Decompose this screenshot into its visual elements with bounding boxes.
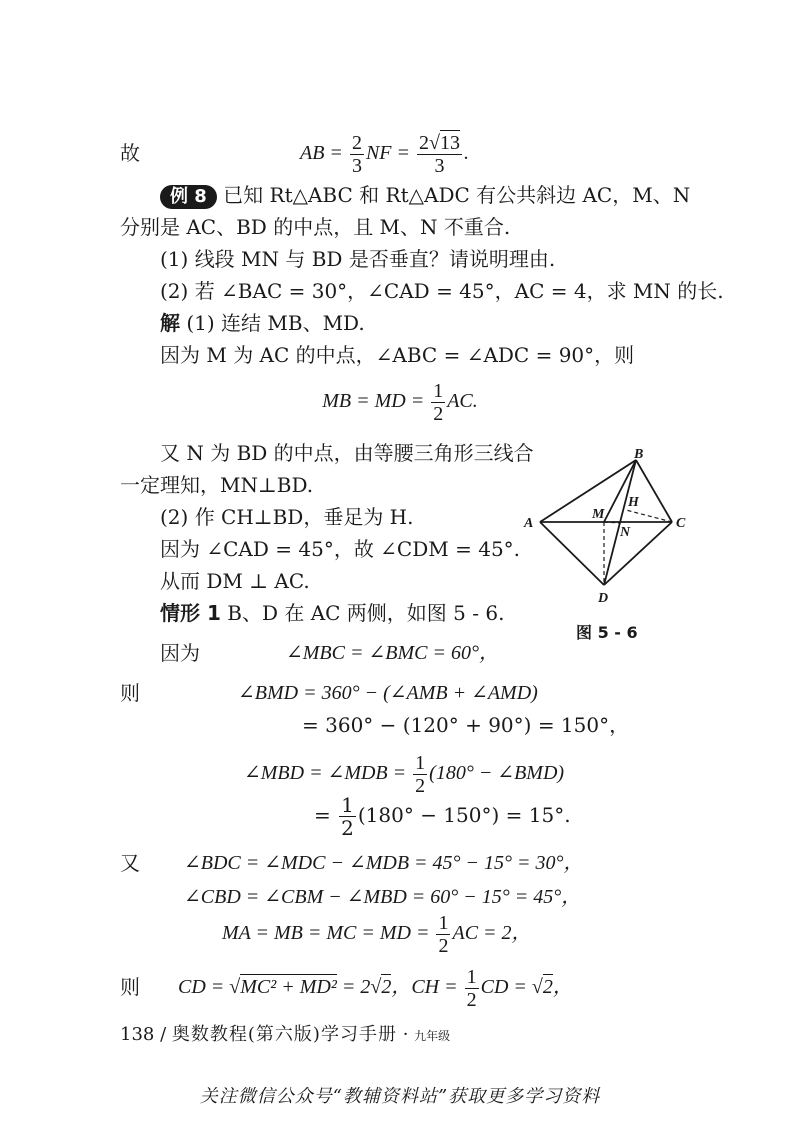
eq10-rad: MC² + MD² — [240, 976, 337, 998]
example-line-1 — [160, 182, 690, 209]
label-c: C — [676, 516, 686, 531]
edge-da — [540, 522, 604, 585]
footer-dot: · — [402, 1024, 409, 1045]
eq10-e: ， — [552, 976, 573, 998]
eq1-den: 2 — [433, 402, 444, 425]
eq9-num: 1 — [438, 911, 449, 934]
case-1-line — [160, 600, 504, 626]
label-h: H — [628, 495, 639, 510]
ze2-label: 则 — [120, 975, 140, 999]
frac-den-3: 3 — [434, 154, 445, 177]
eq10-num: 1 — [466, 965, 477, 988]
example-line-2: 分别是 AC、BD 的中点，且 M、N 不重合. — [120, 215, 511, 239]
case-text: B、D 在 AC 两侧，如图 5 - 6. — [227, 601, 505, 625]
ze-label: 则 — [120, 681, 140, 705]
eq5-right: (180° − ∠BMD) — [429, 762, 565, 784]
equation-bmd: ∠BMD = 360° − (∠AMB + ∠AMD) — [238, 682, 538, 704]
label-d: D — [598, 591, 609, 606]
equation-mbc: ∠MBC = ∠BMC = 60°， — [286, 642, 499, 664]
label-a: A — [524, 516, 534, 531]
frac-num: 2 — [351, 131, 362, 154]
sqrt-coef: 2 — [419, 131, 429, 154]
eq6-frac — [339, 794, 356, 839]
geometry-figure — [516, 448, 696, 608]
jie-label: 解 — [160, 311, 180, 335]
question-2: (2) 若 ∠BAC = 30°，∠CAD = 45°，AC = 4，求 MN 的长. — [160, 279, 724, 303]
eq10-d: CD = √ — [480, 976, 543, 998]
frac-den: 3 — [351, 154, 362, 177]
eq9-frac — [436, 912, 450, 957]
equation-bdc: ∠BDC = ∠MDC − ∠MDB = 45° − 15° = 30°， — [184, 852, 584, 874]
eq9-den: 2 — [438, 934, 449, 957]
eq6-den: 2 — [341, 816, 354, 840]
eq1-frac — [431, 380, 445, 425]
eq6-right: (180° − 150°) = 15°. — [357, 803, 571, 827]
eq5-num: 1 — [415, 751, 426, 774]
sqrt-val: 13 — [439, 131, 460, 154]
eq5-den: 2 — [415, 774, 426, 797]
book-title: 奥数教程(第六版)学习手册 — [171, 1024, 397, 1045]
eq10-c: ，CH = — [391, 976, 463, 998]
eq5-left: ∠MBD = ∠MDB = — [244, 762, 412, 784]
solution-line-2: 因为 M 为 AC 的中点，∠ABC = ∠ADC = 90°，则 — [160, 343, 635, 367]
eq1-right: AC. — [447, 390, 478, 412]
label-m: M — [592, 507, 605, 522]
ab-mid-text: NF = — [365, 142, 415, 164]
eq1-left: MB = MD = — [322, 390, 430, 412]
yinwei-label: 因为 — [160, 641, 200, 665]
edge-cd — [604, 522, 672, 585]
page-number: 138 — [120, 1024, 155, 1045]
solution-line-3: 又 N 为 BD 的中点，由等腰三角形三线合 — [160, 441, 534, 465]
eq10-den: 2 — [466, 988, 477, 1011]
equation-ma — [222, 908, 532, 958]
eq6-left: = — [314, 803, 338, 827]
eq10-a: CD = √ — [178, 976, 241, 998]
frac-num-sqrt: 2√13 — [419, 131, 460, 154]
example-text-1: 已知 Rt△ABC 和 Rt△ADC 有公共斜边 AC，M、N — [223, 183, 691, 207]
eq10-d-rad: 2 — [542, 976, 553, 998]
solution-line-1 — [160, 310, 365, 336]
eq10-b-rad: 2 — [381, 976, 392, 998]
eq9-left: MA = MB = MC = MD = — [222, 922, 435, 944]
edge-bc — [636, 460, 672, 522]
grade-label: 九年级 — [414, 1029, 451, 1043]
frac-two-thirds — [350, 132, 364, 177]
frac-sqrt13 — [417, 132, 462, 177]
label-n: N — [620, 525, 631, 540]
eq1-num: 1 — [433, 379, 444, 402]
case-label: 情形 1 — [160, 601, 221, 625]
equation-mbd-value — [314, 790, 571, 840]
equation-cbd: ∠CBD = ∠CBM − ∠MBD = 60° − 15° = 45°， — [184, 886, 582, 908]
ab-eq-text: AB = — [300, 142, 348, 164]
eq10-frac — [465, 966, 479, 1011]
example-badge: 例 8 — [160, 185, 217, 209]
equation-mb-md — [0, 376, 800, 426]
eq10-b: = 2√ — [336, 976, 382, 998]
gu-label: 故 — [120, 141, 140, 165]
footer-separator: / — [160, 1024, 167, 1045]
eq9-right: AC = 2， — [452, 922, 532, 944]
question-1: (1) 线段 MN 与 BD 是否垂直？请说明理由. — [160, 247, 556, 271]
label-b: B — [634, 448, 644, 462]
equation-bmd-value: = 360° − (120° + 90°) = 150°， — [302, 713, 630, 737]
solution-line-5: (2) 作 CH⊥BD，垂足为 H. — [160, 505, 414, 529]
solution-step-1: (1) 连结 MB、MD. — [186, 311, 365, 335]
promo-note: 关注微信公众号“教辅资料站”获取更多学习资料 — [199, 1086, 601, 1107]
solution-line-6: 因为 ∠CAD = 45°，故 ∠CDM = 45°. — [160, 537, 521, 561]
ab-equation — [300, 128, 469, 178]
page-footer — [120, 1020, 450, 1046]
solution-line-7: 从而 DM ⊥ AC. — [160, 569, 310, 593]
figure-caption: 图 5 - 6 — [576, 623, 638, 642]
period: . — [463, 142, 469, 164]
solution-line-4: 一定理知，MN⊥BD. — [120, 473, 314, 497]
eq6-num: 1 — [341, 793, 354, 817]
you-label: 又 — [120, 851, 140, 875]
equation-cd — [178, 962, 573, 1012]
